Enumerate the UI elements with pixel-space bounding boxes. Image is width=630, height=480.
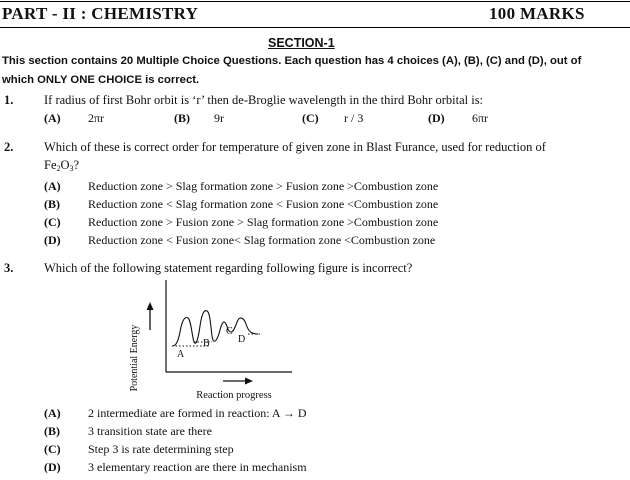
- q1-option-a-text[interactable]: 2πr: [88, 111, 105, 125]
- q1-option-c-label[interactable]: (C): [302, 111, 319, 125]
- question-2-formula: $Fe_2O_3$?: [44, 158, 80, 173]
- point-a-label: A: [177, 349, 185, 360]
- q3-option-d-label[interactable]: (D): [44, 460, 61, 474]
- section-instruction-line2: which ONLY ONE CHOICE is correct.: [2, 74, 200, 86]
- q1-option-b-text[interactable]: 9r: [214, 111, 224, 125]
- question-1-number: 1.: [4, 93, 14, 107]
- top-rule: [0, 1, 630, 2]
- total-marks: 100 MARKS: [489, 4, 585, 23]
- question-2-text: Which of these is correct order for temperature of given zone in Blast Furance, used for reduction of: [44, 140, 546, 154]
- q3-option-a-label[interactable]: (A): [44, 406, 61, 420]
- q1-option-d-text[interactable]: 6πr: [472, 111, 489, 125]
- q2-option-b-label[interactable]: (B): [44, 197, 60, 211]
- section-title: SECTION-1: [268, 36, 335, 50]
- figure-y-label: Potential Energy: [129, 324, 140, 392]
- q3-option-c-text[interactable]: Step 3 is rate determining step: [88, 442, 234, 456]
- question-3-number: 3.: [4, 261, 14, 275]
- point-c-label: C: [226, 326, 233, 337]
- q2-option-c-text[interactable]: Reduction zone > Fusion zone > Slag formation zone >Combustion zone: [88, 215, 439, 229]
- q3-option-c-label[interactable]: (C): [44, 442, 61, 456]
- q3-option-d-text[interactable]: 3 elementary reaction are there in mechanism: [88, 460, 307, 474]
- x-arrow-head: [245, 378, 253, 385]
- q1-option-c-text[interactable]: r / 3: [344, 111, 364, 125]
- q2-option-d-text[interactable]: Reduction zone < Fusion zone< Slag formation zone <Combustion zone: [88, 233, 436, 247]
- q2-option-d-label[interactable]: (D): [44, 233, 61, 247]
- q2-option-a-text[interactable]: Reduction zone > Slag formation zone > Fusion zone >Combustion zone: [88, 179, 439, 193]
- q2-option-c-label[interactable]: (C): [44, 215, 61, 229]
- q1-option-a-label[interactable]: (A): [44, 111, 61, 125]
- section-instruction-line1: This section contains 20 Multiple Choice Questions. Each question has 4 choices (A), (B), (C) and (D), out of: [2, 55, 582, 67]
- header-rule: [0, 27, 630, 28]
- q3-option-b-label[interactable]: (B): [44, 424, 60, 438]
- question-2-number: 2.: [4, 140, 14, 154]
- y-arrow-head: [147, 302, 154, 310]
- figure-x-label: Reaction progress: [196, 390, 272, 401]
- question-3-text: Which of the following statement regarding following figure is incorrect?: [44, 261, 413, 275]
- question-1-text: If radius of first Bohr orbit is ‘r’ then de-Broglie wavelength in the third Bohr orbital is:: [44, 93, 484, 107]
- q1-option-d-label[interactable]: (D): [428, 111, 445, 125]
- energy-profile-figure: [120, 274, 310, 410]
- q3-option-a-text[interactable]: 2 intermediate are formed in reaction: A → D: [88, 406, 307, 420]
- q3-option-b-text[interactable]: 3 transition state are there: [88, 424, 212, 438]
- point-b-label: B: [203, 338, 210, 349]
- point-d-label: D: [238, 334, 246, 345]
- q2-option-b-text[interactable]: Reduction zone < Slag formation zone < Fusion zone <Combustion zone: [88, 197, 439, 211]
- q1-option-b-label[interactable]: (B): [174, 111, 190, 125]
- q2-option-a-label[interactable]: (A): [44, 179, 61, 193]
- part-title: PART - II : CHEMISTRY: [2, 4, 199, 23]
